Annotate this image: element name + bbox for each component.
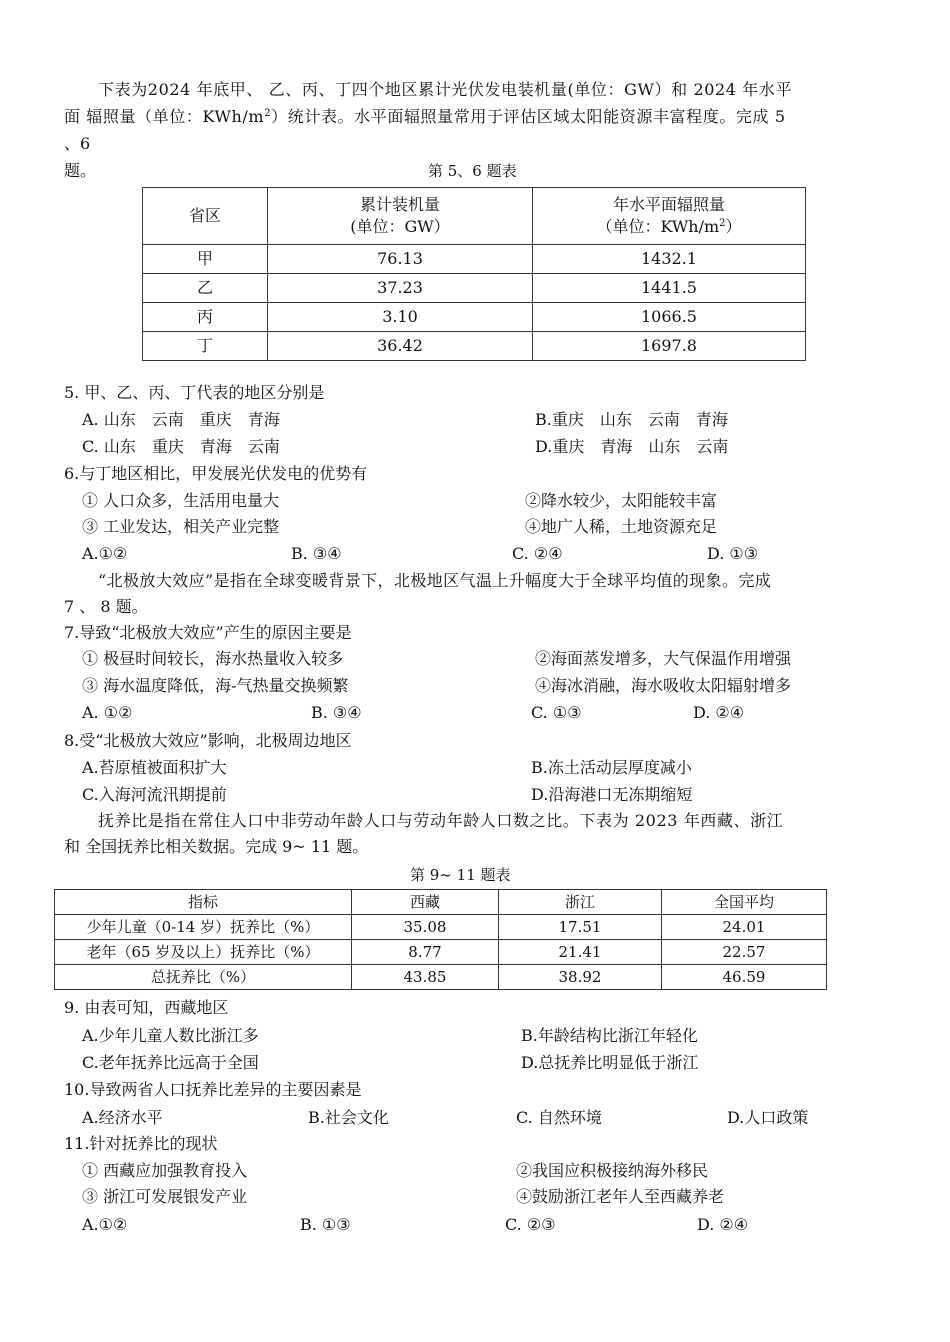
table-cell-value: 46.59 [662, 965, 827, 990]
table-row [55, 965, 827, 990]
table-cell-value: 17.51 [499, 915, 662, 940]
q6-option-b[interactable]: B. ③④ [291, 544, 342, 563]
intro-1-line-2 [64, 106, 786, 128]
q5-option-c[interactable]: C. 山东 重庆 青海 云南 [82, 437, 280, 456]
q11-option-d[interactable]: D. ②④ [697, 1215, 749, 1234]
table-1-header-capacity [268, 188, 533, 245]
table-1-header-irradiance [533, 188, 806, 245]
table-1-header-irradiance-l2-post: ） [725, 217, 742, 236]
q5-option-d[interactable]: D.重庆 青海 山东 云南 [535, 437, 729, 456]
q5-option-a[interactable]: A. 山东 云南 重庆 青海 [82, 410, 280, 429]
table-row [143, 245, 806, 274]
table-cell-indicator: 总抚养比（%） [55, 965, 352, 990]
table-cell-capacity: 36.42 [268, 332, 533, 361]
table-1-header-row [143, 188, 806, 245]
q9-stem: 9. 由表可知，西藏地区 [64, 998, 229, 1017]
table-row [143, 274, 806, 303]
table-cell-irradiance: 1697.8 [533, 332, 806, 361]
table-row [55, 940, 827, 965]
intro-1-line-3: 、6 [64, 134, 91, 153]
table-1-header-capacity-l2: (单位：GW） [350, 217, 450, 236]
table-2-header-zhejiang: 浙江 [499, 890, 662, 915]
intro-3-line-1: 抚养比是指在常住人口中非劳动年龄人口与劳动年龄人口数之比。下表为 2023 年西藏、浙江 [98, 811, 784, 830]
q11-statement-2: ②我国应积极接纳海外移民 [516, 1161, 709, 1180]
table-cell-capacity: 3.10 [268, 303, 533, 332]
table-cell-value: 24.01 [662, 915, 827, 940]
table-cell-region: 甲 [143, 245, 268, 274]
intro-1-line-2-post: ）统计表。水平面辐照量常用于评估区域太阳能资源丰富程度。完成 5 [271, 107, 786, 126]
q7-option-c[interactable]: C. ①③ [531, 703, 582, 722]
table-2 [54, 889, 827, 990]
table-cell-indicator: 老年（65 岁及以上）抚养比（%） [55, 940, 352, 965]
q8-option-d[interactable]: D.沿海港口无冻期缩短 [531, 785, 693, 804]
q7-statement-1: ① 极昼时间较长，海水热量收入较多 [82, 649, 344, 668]
table-1-header-irradiance-l2-sup: 2 [719, 218, 726, 229]
q11-option-a[interactable]: A.①② [82, 1215, 128, 1234]
q7-option-a[interactable]: A. ①② [82, 703, 133, 722]
q8-option-b[interactable]: B.冻土活动层厚度减小 [531, 758, 692, 777]
table-cell-value: 43.85 [352, 965, 499, 990]
table-2-header-xizang: 西藏 [352, 890, 499, 915]
q5-option-b[interactable]: B.重庆 山东 云南 青海 [535, 410, 728, 429]
q6-option-a[interactable]: A.①② [82, 544, 128, 563]
table-cell-value: 35.08 [352, 915, 499, 940]
intro-2-line-2: 7 、 8 题。 [64, 597, 148, 616]
q6-statement-4: ④地广人稀，土地资源充足 [525, 517, 718, 536]
table-cell-region: 乙 [143, 274, 268, 303]
q6-option-d[interactable]: D. ①③ [707, 544, 759, 563]
table-cell-indicator: 少年儿童（0-14 岁）抚养比（%） [55, 915, 352, 940]
q6-option-c[interactable]: C. ②④ [512, 544, 563, 563]
q10-stem: 10.导致两省人口抚养比差异的主要因素是 [64, 1080, 362, 1099]
table-1 [142, 187, 806, 361]
table-cell-irradiance: 1066.5 [533, 303, 806, 332]
q11-statement-4: ④鼓励浙江老年人至西藏养老 [516, 1187, 725, 1206]
table-row [143, 303, 806, 332]
table-cell-region: 丁 [143, 332, 268, 361]
q11-stem: 11.针对抚养比的现状 [64, 1134, 218, 1153]
table-1-header-irradiance-l2 [533, 216, 805, 238]
table-1-header-irradiance-l2-pre: （单位：KWh/m [596, 217, 720, 236]
q11-option-c[interactable]: C. ②③ [505, 1215, 556, 1234]
q7-statement-4: ④海冰消融，海水吸收太阳辐射增多 [535, 676, 792, 695]
q11-statement-1: ① 西藏应加强教育投入 [82, 1161, 248, 1180]
table-row [55, 915, 827, 940]
q9-option-c[interactable]: C.老年抚养比远高于全国 [82, 1053, 259, 1072]
table-1-header-irradiance-l1: 年水平面辐照量 [612, 195, 725, 214]
q8-stem: 8.受“北极放大效应”影响，北极周边地区 [64, 731, 352, 750]
intro-1-line-2-sup: 2 [264, 108, 272, 119]
q6-stem: 6.与丁地区相比，甲发展光伏发电的优势有 [64, 464, 368, 483]
intro-1-line-1: 下表为2024 年底甲、 乙、丙、丁四个地区累计光伏发电装机量(单位：GW）和 2024 年水平 [98, 80, 793, 99]
q5-stem: 5. 甲、乙、丙、丁代表的地区分别是 [64, 383, 325, 402]
q10-option-c[interactable]: C. 自然环境 [516, 1108, 602, 1127]
q10-option-b[interactable]: B.社会文化 [308, 1108, 389, 1127]
table-cell-capacity: 76.13 [268, 245, 533, 274]
intro-2-line-1: “北极放大效应”是指在全球变暖背景下，北极地区气温上升幅度大于全球平均值的现象。完成 [98, 571, 772, 590]
table-1-caption: 第 5、6 题表 [428, 162, 517, 180]
q6-statement-2: ②降水较少，太阳能较丰富 [525, 491, 718, 510]
q7-stem: 7.导致“北极放大效应”产生的原因主要是 [64, 623, 352, 642]
table-2-header-indicator: 指标 [55, 890, 352, 915]
q7-option-d[interactable]: D. ②④ [693, 703, 745, 722]
table-cell-value: 21.41 [499, 940, 662, 965]
table-cell-region: 丙 [143, 303, 268, 332]
q11-option-b[interactable]: B. ①③ [300, 1215, 351, 1234]
q10-option-d[interactable]: D.人口政策 [727, 1108, 809, 1127]
q9-option-a[interactable]: A.少年儿童人数比浙江多 [82, 1026, 259, 1045]
table-cell-irradiance: 1432.1 [533, 245, 806, 274]
table-cell-value: 22.57 [662, 940, 827, 965]
q6-statement-3: ③ 工业发达，相关产业完整 [82, 517, 280, 536]
intro-3-line-2: 和 全国抚养比相关数据。完成 9~ 11 题。 [64, 837, 369, 856]
table-2-caption: 第 9~ 11 题表 [410, 866, 511, 884]
q8-option-c[interactable]: C.入海河流汛期提前 [82, 785, 227, 804]
q8-option-a[interactable]: A.苔原植被面积扩大 [82, 758, 227, 777]
table-cell-value: 38.92 [499, 965, 662, 990]
q7-option-b[interactable]: B. ③④ [311, 703, 362, 722]
intro-1-line-2-pre: 面 辐照量（单位：KWh/m [64, 107, 265, 126]
table-2-header-national: 全国平均 [662, 890, 827, 915]
q7-statement-3: ③ 海水温度降低，海-气热量交换频繁 [82, 676, 349, 695]
table-cell-capacity: 37.23 [268, 274, 533, 303]
q9-option-d[interactable]: D.总抚养比明显低于浙江 [521, 1053, 699, 1072]
intro-1-line-4: 题。 [64, 161, 97, 180]
table-cell-irradiance: 1441.5 [533, 274, 806, 303]
table-1-header-region: 省区 [143, 188, 268, 245]
table-1-header-capacity-l1: 累计装机量 [359, 195, 440, 214]
table-2-header-row [55, 890, 827, 915]
q10-option-a[interactable]: A.经济水平 [82, 1108, 163, 1127]
q11-statement-3: ③ 浙江可发展银发产业 [82, 1187, 248, 1206]
q7-statement-2: ②海面蒸发增多，大气保温作用增强 [535, 649, 792, 668]
table-cell-value: 8.77 [352, 940, 499, 965]
q9-option-b[interactable]: B.年龄结构比浙江年轻化 [521, 1026, 698, 1045]
table-row [143, 332, 806, 361]
q6-statement-1: ① 人口众多，生活用电量大 [82, 491, 280, 510]
